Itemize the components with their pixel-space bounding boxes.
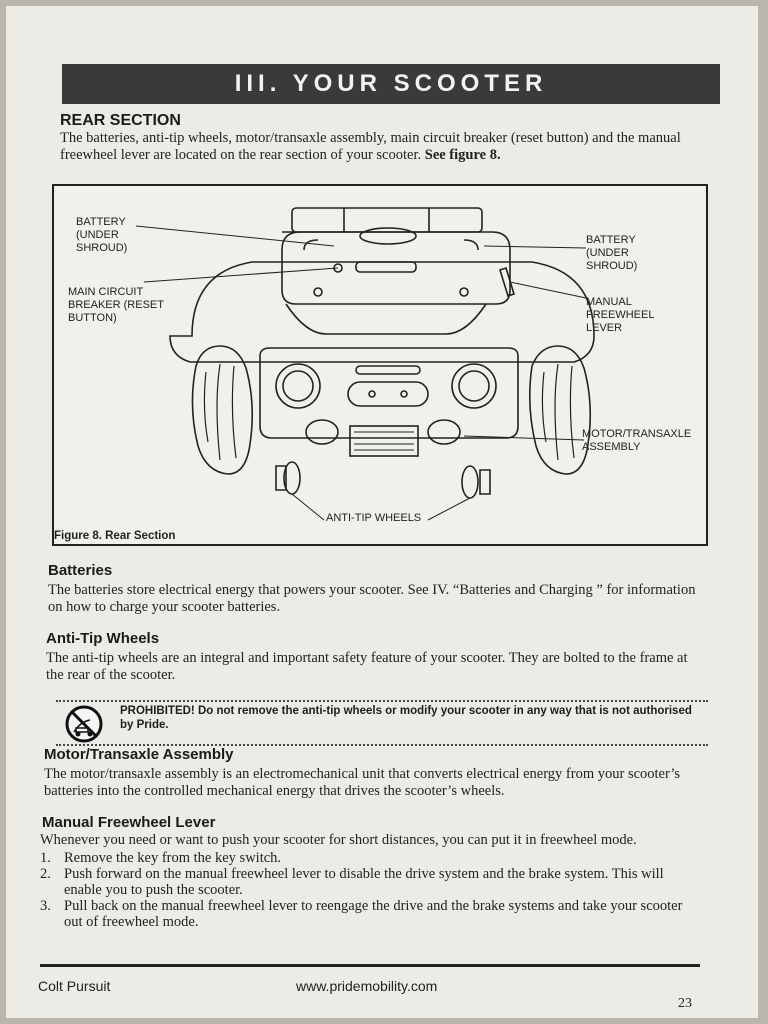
footer-product: Colt Pursuit	[38, 978, 111, 994]
rear-section-heading: REAR SECTION	[60, 112, 181, 129]
figure-rear-section	[52, 184, 708, 546]
footer-website: www.pridemobility.com	[296, 978, 438, 994]
label-main-circuit-breaker: MAIN CIRCUIT BREAKER (RESET BUTTON)	[68, 286, 164, 324]
freewheel-intro: Whenever you need or want to push your scooter for short distances, you can put it in freewheel mode.	[40, 832, 637, 848]
footer-rule	[40, 964, 700, 967]
motor-heading: Motor/Transaxle Assembly	[44, 746, 234, 763]
label-freewheel-lever: MANUAL FREEWHEEL LEVER	[586, 296, 655, 334]
freewheel-steps	[40, 850, 704, 930]
list-item: 1. Remove the key from the key switch.	[40, 850, 282, 866]
manual-page	[6, 6, 758, 1018]
section-banner: III. YOUR SCOOTER	[62, 64, 720, 104]
list-item: 3. Pull back on the manual freewheel lever to reengage the drive and the brake systems and take your scooter out of freewheel mode.	[40, 898, 683, 930]
motor-text: The motor/transaxle assembly is an electromechanical unit that converts electrical energy from your scooter’s batteries into the controlled mechanical energy that drives the scooter’s wheels.	[44, 766, 681, 799]
prohibited-icon	[64, 704, 104, 744]
figure-caption: Figure 8. Rear Section	[54, 530, 176, 542]
warning-text: PROHIBITED! Do not remove the anti-tip wheels or modify your scooter in any way that is not authorised by Pride.	[120, 705, 692, 731]
rear-section-text: The batteries, anti-tip wheels, motor/transaxle assembly, main circuit breaker (reset button) and the manual freewheel lever are located on the rear section of your scooter. See figure 8.	[60, 130, 681, 163]
anti-tip-heading: Anti-Tip Wheels	[46, 630, 160, 647]
rear-body	[170, 262, 594, 362]
left-rear-wheel	[192, 346, 252, 474]
anti-tip-text: The anti-tip wheels are an integral and important safety feature of your scooter. They are bolted to the frame at the rear of the scooter.	[46, 650, 688, 683]
page-number: 23	[678, 996, 692, 1011]
batteries-heading: Batteries	[48, 562, 113, 579]
label-battery-left: BATTERY (UNDER SHROUD)	[76, 216, 128, 254]
freewheel-heading: Manual Freewheel Lever	[42, 814, 216, 831]
right-rear-wheel	[530, 346, 591, 474]
label-anti-tip-wheels: ANTI-TIP WHEELS	[326, 512, 422, 524]
label-battery-right: BATTERY (UNDER SHROUD)	[586, 234, 638, 272]
list-item: 2. Push forward on the manual freewheel lever to disable the drive system and the brake system. This will enable you to push the scooter.	[40, 866, 664, 898]
batteries-text: The batteries store electrical energy that powers your scooter. See IV. “Batteries and Charging ” for information on how to charge your scooter batteries.	[48, 582, 696, 615]
label-motor-transaxle: MOTOR/TRANSAXLE ASSEMBLY	[582, 428, 692, 453]
anti-tip-wheel-right	[462, 466, 478, 498]
motor-grille	[350, 426, 418, 456]
seat-post	[360, 228, 416, 244]
